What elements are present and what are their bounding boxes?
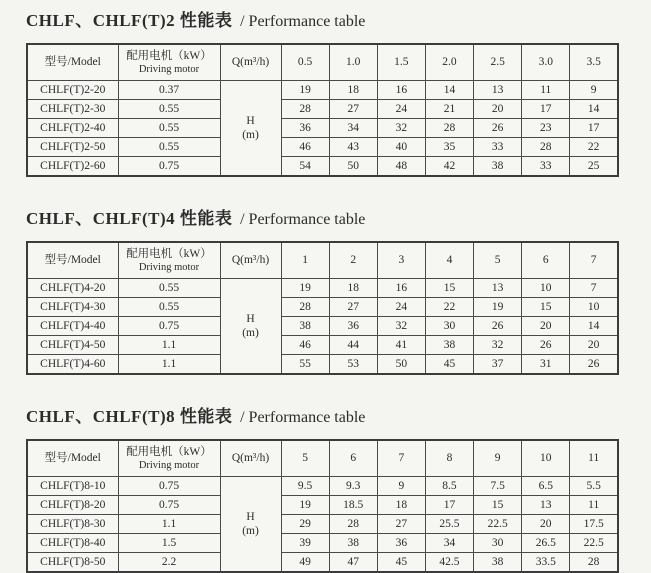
section-title-en: / Performance table [240, 13, 366, 30]
flow-value-header: 3.0 [522, 44, 570, 81]
col-header-flow: Q(m³/h) [220, 44, 281, 81]
flow-value-header: 2.0 [425, 44, 473, 81]
col-header-motor [118, 440, 220, 477]
head-unit-cell [220, 81, 281, 177]
header-row [27, 242, 618, 279]
section-title [26, 402, 651, 427]
table-row [27, 138, 618, 157]
head-value-cell: 25 [570, 157, 618, 177]
table-row [27, 100, 618, 119]
model-cell: CHLF(T)8-40 [27, 534, 118, 553]
flow-value-header: 8 [425, 440, 473, 477]
table-row [27, 317, 618, 336]
head-value-cell: 17 [425, 496, 473, 515]
head-value-cell: 28 [329, 515, 377, 534]
head-value-cell: 28 [570, 553, 618, 573]
table-row [27, 355, 618, 375]
head-value-cell: 54 [281, 157, 329, 177]
model-cell: CHLF(T)2-40 [27, 119, 118, 138]
flow-value-header: 1 [281, 242, 329, 279]
model-cell: CHLF(T)8-10 [27, 477, 118, 496]
head-value-cell: 32 [377, 119, 425, 138]
flow-value-header: 9 [474, 440, 522, 477]
section-title [26, 204, 651, 229]
head-value-cell: 27 [329, 100, 377, 119]
head-value-cell: 22 [570, 138, 618, 157]
col-header-flow: Q(m³/h) [220, 242, 281, 279]
head-value-cell: 34 [425, 534, 473, 553]
head-value-cell: 9 [570, 81, 618, 100]
head-value-cell: 21 [425, 100, 473, 119]
head-value-cell: 33 [474, 138, 522, 157]
motor-power-cell: 0.55 [118, 119, 220, 138]
model-cell: CHLF(T)2-50 [27, 138, 118, 157]
head-value-cell: 42 [425, 157, 473, 177]
motor-power-cell: 0.75 [118, 496, 220, 515]
head-value-cell: 18.5 [329, 496, 377, 515]
col-header-motor [118, 44, 220, 81]
motor-power-cell: 0.75 [118, 157, 220, 177]
head-value-cell: 32 [377, 317, 425, 336]
motor-power-cell: 0.75 [118, 317, 220, 336]
head-value-cell: 32 [474, 336, 522, 355]
motor-power-cell: 0.55 [118, 298, 220, 317]
motor-power-cell: 0.37 [118, 81, 220, 100]
head-value-cell: 10 [522, 279, 570, 298]
head-value-cell: 15 [522, 298, 570, 317]
motor-power-cell: 1.1 [118, 515, 220, 534]
head-value-cell: 45 [425, 355, 473, 375]
head-value-cell: 42.5 [425, 553, 473, 573]
table-row [27, 298, 618, 317]
head-value-cell: 13 [474, 81, 522, 100]
head-value-cell: 22.5 [570, 534, 618, 553]
head-value-cell: 14 [570, 317, 618, 336]
model-cell: CHLF(T)4-50 [27, 336, 118, 355]
model-cell: CHLF(T)8-20 [27, 496, 118, 515]
table-row [27, 81, 618, 100]
table-row [27, 496, 618, 515]
head-unit-label: (m) [242, 129, 259, 141]
head-value-cell: 31 [522, 355, 570, 375]
flow-value-header: 2.5 [474, 44, 522, 81]
motor-power-cell: 2.2 [118, 553, 220, 573]
table-row [27, 157, 618, 177]
col-header-motor-cn: 配用电机（kW） [126, 445, 212, 458]
head-unit-label: (m) [242, 327, 259, 339]
head-value-cell: 39 [281, 534, 329, 553]
section-title [26, 6, 651, 31]
head-value-cell: 33.5 [522, 553, 570, 573]
head-value-cell: 19 [281, 279, 329, 298]
col-header-motor-cn: 配用电机（kW） [126, 247, 212, 260]
motor-power-cell: 0.55 [118, 279, 220, 298]
flow-value-header: 6 [329, 440, 377, 477]
head-value-cell: 7.5 [474, 477, 522, 496]
motor-power-cell: 0.55 [118, 100, 220, 119]
head-value-cell: 17.5 [570, 515, 618, 534]
head-value-cell: 28 [425, 119, 473, 138]
table-row [27, 477, 618, 496]
head-value-cell: 30 [425, 317, 473, 336]
performance-section-chlf8 [26, 402, 651, 573]
table-row [27, 336, 618, 355]
col-header-motor [118, 242, 220, 279]
head-symbol-label: H [246, 510, 255, 523]
head-value-cell: 17 [522, 100, 570, 119]
model-cell: CHLF(T)4-20 [27, 279, 118, 298]
section-title-main: CHLF、CHLF(T)2 性能表 [26, 11, 233, 30]
head-value-cell: 23 [522, 119, 570, 138]
head-value-cell: 28 [522, 138, 570, 157]
head-value-cell: 13 [474, 279, 522, 298]
head-value-cell: 26 [474, 119, 522, 138]
head-value-cell: 28 [281, 100, 329, 119]
head-unit-cell [220, 477, 281, 573]
head-value-cell: 16 [377, 81, 425, 100]
col-header-motor-en: Driving motor [138, 460, 200, 472]
section-title-main: CHLF、CHLF(T)4 性能表 [26, 209, 233, 228]
flow-value-header: 4 [425, 242, 473, 279]
head-value-cell: 6.5 [522, 477, 570, 496]
head-value-cell: 49 [281, 553, 329, 573]
head-value-cell: 16 [377, 279, 425, 298]
head-value-cell: 20 [570, 336, 618, 355]
head-value-cell: 18 [329, 279, 377, 298]
head-value-cell: 22.5 [474, 515, 522, 534]
head-value-cell: 33 [522, 157, 570, 177]
head-value-cell: 9.5 [281, 477, 329, 496]
head-value-cell: 47 [329, 553, 377, 573]
motor-power-cell: 1.1 [118, 336, 220, 355]
head-value-cell: 14 [425, 81, 473, 100]
flow-value-header: 10 [522, 440, 570, 477]
head-value-cell: 14 [570, 100, 618, 119]
flow-value-header: 3 [377, 242, 425, 279]
head-value-cell: 28 [281, 298, 329, 317]
performance-section-chlf2 [26, 6, 651, 177]
head-value-cell: 55 [281, 355, 329, 375]
performance-table-chlf2 [26, 43, 619, 177]
head-value-cell: 36 [329, 317, 377, 336]
head-value-cell: 24 [377, 298, 425, 317]
head-value-cell: 20 [522, 317, 570, 336]
head-value-cell: 24 [377, 100, 425, 119]
head-value-cell: 53 [329, 355, 377, 375]
head-value-cell: 20 [474, 100, 522, 119]
head-value-cell: 50 [329, 157, 377, 177]
head-value-cell: 7 [570, 279, 618, 298]
model-cell: CHLF(T)8-30 [27, 515, 118, 534]
flow-value-header: 0.5 [281, 44, 329, 81]
col-header-motor-cn: 配用电机（kW） [126, 49, 212, 62]
model-cell: CHLF(T)2-30 [27, 100, 118, 119]
table-row [27, 119, 618, 138]
head-value-cell: 38 [474, 553, 522, 573]
head-value-cell: 9.3 [329, 477, 377, 496]
head-value-cell: 15 [425, 279, 473, 298]
head-value-cell: 40 [377, 138, 425, 157]
head-value-cell: 36 [281, 119, 329, 138]
head-value-cell: 9 [377, 477, 425, 496]
model-cell: CHLF(T)8-50 [27, 553, 118, 573]
head-value-cell: 44 [329, 336, 377, 355]
section-title-en: / Performance table [240, 409, 366, 426]
head-value-cell: 20 [522, 515, 570, 534]
model-cell: CHLF(T)2-60 [27, 157, 118, 177]
head-value-cell: 29 [281, 515, 329, 534]
flow-value-header: 5 [281, 440, 329, 477]
table-row [27, 553, 618, 573]
motor-power-cell: 0.75 [118, 477, 220, 496]
head-value-cell: 46 [281, 336, 329, 355]
head-value-cell: 19 [281, 81, 329, 100]
head-value-cell: 18 [377, 496, 425, 515]
head-value-cell: 19 [474, 298, 522, 317]
head-value-cell: 13 [522, 496, 570, 515]
flow-value-header: 2 [329, 242, 377, 279]
head-value-cell: 25.5 [425, 515, 473, 534]
table-row [27, 515, 618, 534]
section-title-en: / Performance table [240, 211, 366, 228]
head-value-cell: 45 [377, 553, 425, 573]
model-cell: CHLF(T)4-60 [27, 355, 118, 375]
head-value-cell: 10 [570, 298, 618, 317]
flow-value-header: 1.5 [377, 44, 425, 81]
head-value-cell: 36 [377, 534, 425, 553]
performance-table-chlf4 [26, 241, 619, 375]
flow-value-header: 5 [474, 242, 522, 279]
head-value-cell: 48 [377, 157, 425, 177]
head-value-cell: 11 [570, 496, 618, 515]
performance-section-chlf4 [26, 204, 651, 375]
head-value-cell: 26 [474, 317, 522, 336]
head-value-cell: 5.5 [570, 477, 618, 496]
motor-power-cell: 1.1 [118, 355, 220, 375]
flow-value-header: 11 [570, 440, 618, 477]
head-value-cell: 38 [329, 534, 377, 553]
flow-value-header: 3.5 [570, 44, 618, 81]
head-symbol-label: H [246, 114, 255, 127]
head-value-cell: 50 [377, 355, 425, 375]
head-value-cell: 35 [425, 138, 473, 157]
flow-value-header: 6 [522, 242, 570, 279]
head-value-cell: 22 [425, 298, 473, 317]
head-unit-cell [220, 279, 281, 375]
col-header-model: 型号/Model [27, 44, 118, 81]
head-value-cell: 18 [329, 81, 377, 100]
model-cell: CHLF(T)4-30 [27, 298, 118, 317]
head-value-cell: 27 [377, 515, 425, 534]
motor-power-cell: 0.55 [118, 138, 220, 157]
head-value-cell: 8.5 [425, 477, 473, 496]
flow-value-header: 1.0 [329, 44, 377, 81]
table-row [27, 534, 618, 553]
head-value-cell: 34 [329, 119, 377, 138]
col-header-model: 型号/Model [27, 242, 118, 279]
col-header-model: 型号/Model [27, 440, 118, 477]
header-row [27, 44, 618, 81]
flow-value-header: 7 [377, 440, 425, 477]
head-value-cell: 17 [570, 119, 618, 138]
head-unit-label: (m) [242, 525, 259, 537]
head-value-cell: 11 [522, 81, 570, 100]
head-symbol-label: H [246, 312, 255, 325]
head-value-cell: 19 [281, 496, 329, 515]
motor-power-cell: 1.5 [118, 534, 220, 553]
head-value-cell: 38 [281, 317, 329, 336]
head-value-cell: 37 [474, 355, 522, 375]
model-cell: CHLF(T)2-20 [27, 81, 118, 100]
head-value-cell: 26 [570, 355, 618, 375]
head-value-cell: 38 [425, 336, 473, 355]
section-title-main: CHLF、CHLF(T)8 性能表 [26, 407, 233, 426]
table-row [27, 279, 618, 298]
col-header-motor-en: Driving motor [138, 64, 200, 76]
col-header-flow: Q(m³/h) [220, 440, 281, 477]
head-value-cell: 41 [377, 336, 425, 355]
flow-value-header: 7 [570, 242, 618, 279]
head-value-cell: 43 [329, 138, 377, 157]
col-header-motor-en: Driving motor [138, 262, 200, 274]
head-value-cell: 27 [329, 298, 377, 317]
performance-table-chlf8 [26, 439, 619, 573]
head-value-cell: 38 [474, 157, 522, 177]
head-value-cell: 26.5 [522, 534, 570, 553]
head-value-cell: 26 [522, 336, 570, 355]
head-value-cell: 15 [474, 496, 522, 515]
head-value-cell: 46 [281, 138, 329, 157]
head-value-cell: 30 [474, 534, 522, 553]
model-cell: CHLF(T)4-40 [27, 317, 118, 336]
header-row [27, 440, 618, 477]
